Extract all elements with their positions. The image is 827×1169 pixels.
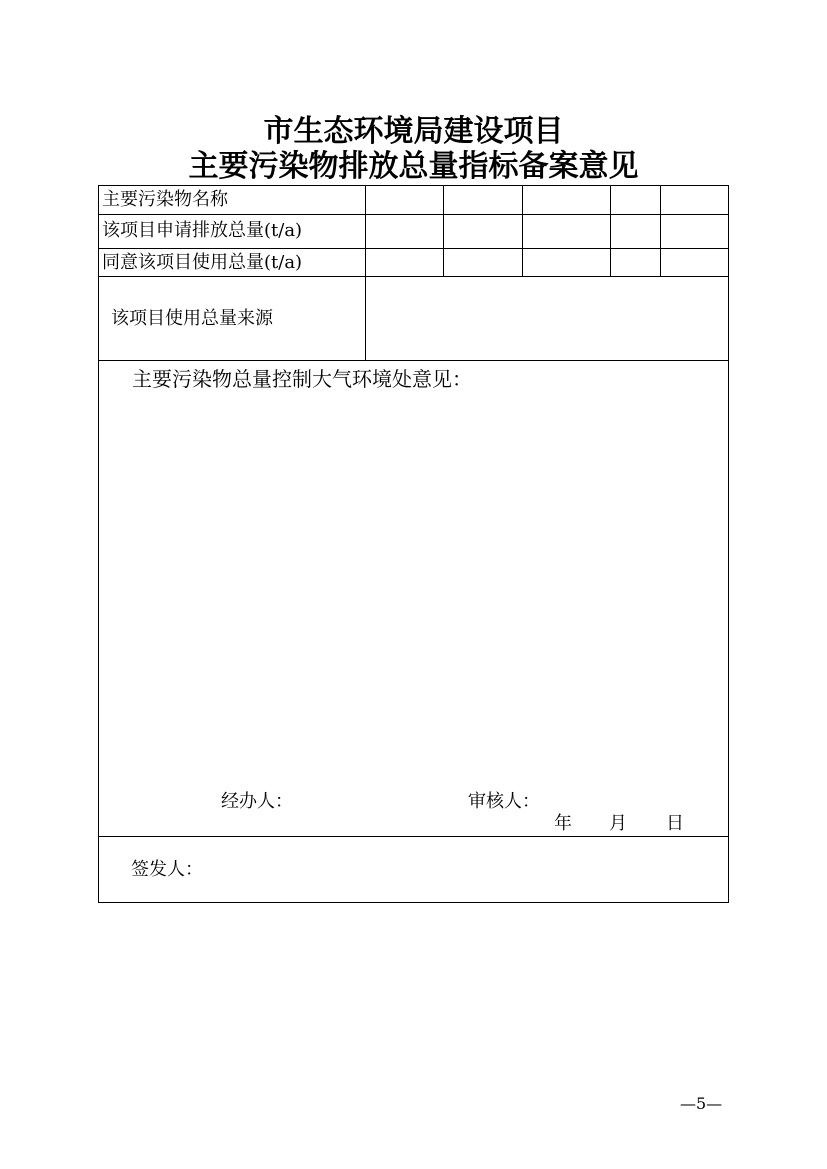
issuer-signature-area[interactable] bbox=[214, 837, 728, 902]
page-title-line1: 市生态环境局建设项目 bbox=[263, 114, 564, 149]
pollutant-name-cell-2[interactable] bbox=[444, 186, 522, 214]
approved-total-cell-4[interactable] bbox=[611, 249, 660, 276]
handler-label: 经办人： bbox=[221, 791, 293, 812]
page-title-line2: 主要污染物排放总量指标备案意见 bbox=[188, 149, 639, 184]
applied-total-cell-1[interactable] bbox=[366, 215, 443, 248]
applied-total-cell-4[interactable] bbox=[611, 215, 660, 248]
issuer-label: 签发人： bbox=[131, 859, 203, 880]
opinion-heading: 主要污染物总量控制大气环境处意见： bbox=[132, 367, 472, 391]
date-year-label: 年 bbox=[554, 813, 572, 834]
applied-total-cell-3[interactable] bbox=[523, 215, 610, 248]
pollutant-name-cell-3[interactable] bbox=[523, 186, 610, 214]
page-number: —5— bbox=[680, 1094, 723, 1113]
pollutant-name-cell-1[interactable] bbox=[366, 186, 443, 214]
approved-total-label: 同意该项目使用总量(t/a) bbox=[102, 252, 303, 273]
total-source-cell[interactable] bbox=[366, 277, 728, 360]
date-day-label: 日 bbox=[666, 813, 684, 834]
applied-total-label: 该项目申请排放总量(t/a) bbox=[102, 220, 303, 241]
row-divider bbox=[99, 360, 728, 361]
approved-total-cell-3[interactable] bbox=[523, 249, 610, 276]
approved-total-cell-1[interactable] bbox=[366, 249, 443, 276]
applied-total-cell-2[interactable] bbox=[444, 215, 522, 248]
opinion-text-area[interactable] bbox=[99, 396, 728, 786]
pollutant-name-cell-4[interactable] bbox=[611, 186, 660, 214]
pollutant-name-label: 主要污染物名称 bbox=[102, 189, 228, 210]
total-source-label: 该项目使用总量来源 bbox=[111, 308, 273, 329]
pollutant-name-cell-5[interactable] bbox=[661, 186, 728, 214]
approved-total-cell-2[interactable] bbox=[444, 249, 522, 276]
filing-form-table bbox=[98, 185, 729, 903]
reviewer-label: 审核人： bbox=[468, 791, 540, 812]
applied-total-cell-5[interactable] bbox=[661, 215, 728, 248]
date-month-label: 月 bbox=[609, 813, 627, 834]
approved-total-cell-5[interactable] bbox=[661, 249, 728, 276]
